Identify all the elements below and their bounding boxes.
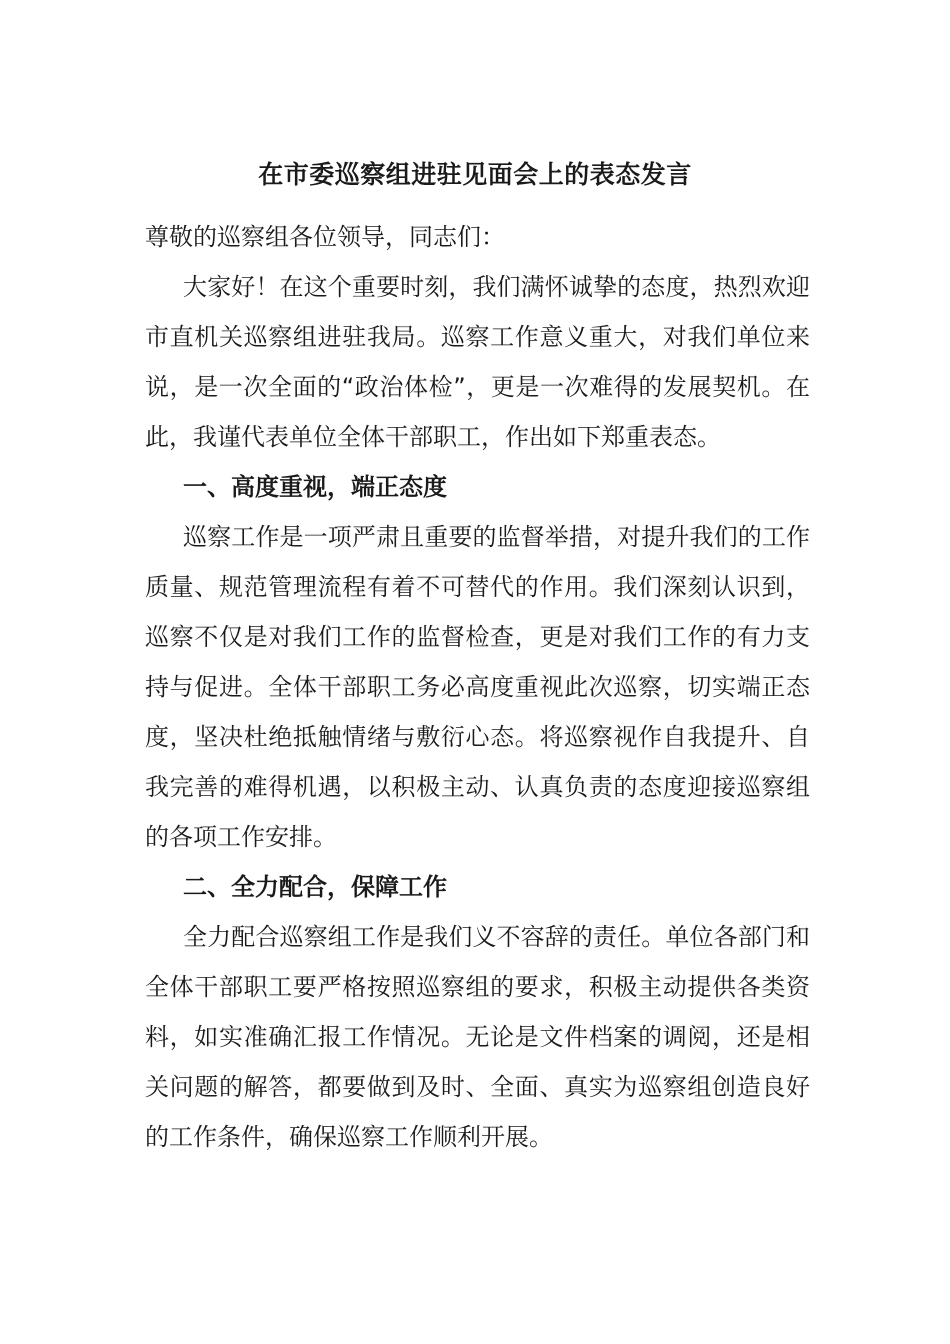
salutation: 尊敬的巡察组各位领导，同志们： [145,223,505,251]
document-body [145,212,810,1162]
section-heading-2: 二、全力配合，保障工作 [183,873,447,901]
section-body-2: 全力配合巡察组工作是我们义不容辞的责任。单位各部门和全体干部职工要严格按照巡察组的要求，积极主动提供各类资料，如实准确汇报工作情况。无论是文件档案的调阅，还是相关问题的解答，都要做到及时、全面、真实为巡察组创造良好的工作条件，确保巡察工作顺利开展。 [145,923,810,1151]
section-body-1: 巡察工作是一项严肃且重要的监督举措，对提升我们的工作质量、规范管理流程有着不可替代的作用。我们深刻认识到，巡察不仅是对我们工作的监督检查，更是对我们工作的有力支持与促进。全体干部职工务必高度重视此次巡察，切实端正态度，坚决杜绝抵触情绪与敷衍心态。将巡察视作自我提升、自我完善的难得机遇，以积极主动、认真负责的态度迎接巡察组的各项工作安排。 [145,523,810,851]
intro-paragraph: 大家好！在这个重要时刻，我们满怀诚挚的态度，热烈欢迎市直机关巡察组进驻我局。巡察工作意义重大，对我们单位来说，是一次全面的“政治体检”，更是一次难得的发展契机。在此，我谨代表单位全体干部职工，作出如下郑重表态。 [145,273,810,451]
section-heading-1: 一、高度重视，端正态度 [183,473,447,501]
document-title: 在市委巡察组进驻见面会上的表态发言 [258,160,692,189]
